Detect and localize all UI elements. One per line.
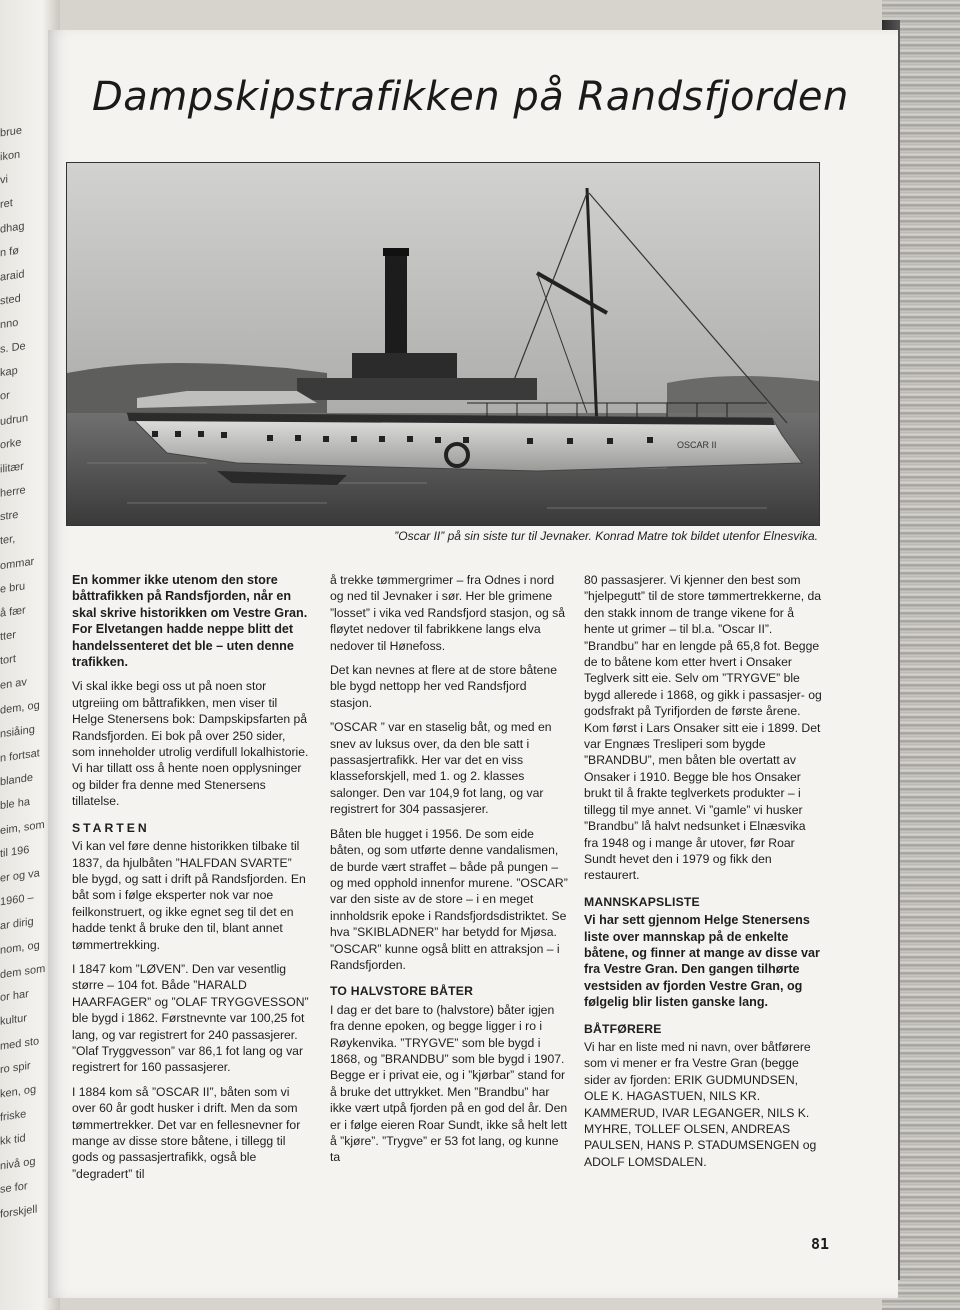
paragraph: å trekke tømmergrimer – fra Odnes i nord og ned til Jevnaker i sør. Her ble grimene ”losset” i vika ved Randsfjord stasjon, og så fløytet nedover til fabrikkene langs elva nedover til Hønefoss. — [330, 573, 566, 653]
paragraph: Vi har en liste med ni navn, over båtførere som vi mener er fra Vestre Gran (begge sider av fjorden: ERIK GUDMUNDSEN, OLE K. HAGASTUEN, NILS KR. KAMMERUD, IVAR LEGANGER, NILS K. MYHRE, TOLLEF OLSEN, ANDREAS PAULSEN, HANS P. STADUMSENGEN og ADOLF LOMSDALEN. — [584, 1039, 817, 1169]
previous-page-text-fragment: ble ha — [0, 795, 30, 813]
section-heading: STARTEN — [72, 820, 150, 835]
previous-page-text-fragment: se for — [0, 1180, 28, 1196]
paragraph: ”OSCAR ” var en staselig båt, og med en snev av luksus over, da den ble satt i passasjertrafikk. Her var det en viss klasseforskjell, med 1. og 2. klasses salonger. Den var 104,9 fot lang, og var registrert for 304 passasjerer. — [330, 720, 552, 817]
previous-page-text-fragment: dhag — [0, 220, 25, 236]
previous-page-text-fragment: sted — [0, 292, 21, 308]
previous-page-text-fragment: eim, som — [0, 818, 45, 838]
text-column-1 — [72, 572, 310, 1190]
previous-page-text-fragment: nno — [0, 316, 19, 332]
previous-page-text-fragment: brue — [0, 124, 23, 140]
lead-paragraph: En kommer ikke utenom den store båttrafikken på Randsfjorden, når en skal skrive historikken om Vestre Gran. For Elvetangen hadde neppe blitt det handelssenteret det ble – uten denne trafikken. — [72, 573, 308, 670]
paragraph: Vi kan vel føre denne historikken tilbake til 1837, da hjulbåten ”HALFDAN SVARTE” ble bygd, og satt i drift på Randsfjorden. En båt som i følge eksperter nok var noe feilkonstruert, og ikke egnet seg til det en hadde tenkt å bruke den til, blant annet tømmertrekking. — [72, 839, 306, 952]
previous-page-text-fragment: or — [0, 389, 10, 403]
previous-page-text-fragment: or har — [0, 987, 29, 1005]
section-heading: TO HALVSTORE BÅTER — [330, 984, 474, 999]
previous-page-text-fragment: blande — [0, 771, 34, 789]
text-column-2 — [330, 572, 568, 1174]
previous-page-text-fragment: ro spir — [0, 1059, 31, 1077]
previous-page-text-fragment: er og va — [0, 867, 40, 885]
previous-page-text-fragment: friske — [0, 1108, 27, 1124]
previous-page-text-fragment: dem som — [0, 962, 46, 982]
previous-page-text-fragment: å fær — [0, 604, 26, 620]
ship-name-label: OSCAR II — [677, 440, 717, 450]
previous-page-text-fragment: dem, og — [0, 699, 40, 717]
paragraph: I 1884 kom så ”OSCAR II”, båten som vi over 60 år godt husker i drift. Men da som tømmertrekker. Det var en fellesnevner for mange av disse store båtene, i tillegg til gods og passasjertrafikk, også ble ”degradert” til — [72, 1084, 301, 1181]
previous-page-text-fragment: udrun — [0, 412, 29, 428]
previous-page-text-fragment: stre — [0, 508, 19, 524]
previous-page-text-fragment: kap — [0, 364, 18, 380]
previous-page-text-fragment: nivå og — [0, 1155, 36, 1173]
paragraph: I 1847 kom ”LØVEN”. Den var vesentlig større – 104 fot. Både ”HARALD HAARFAGER” og ”OLAF TRYGGVESSON” ble bygd i 1862. Førstnevnte var 100,25 fot lang, og var registrert for 240 passasjerer. ”Olaf Tryggvesson” var 86,1 fot lang og var registrert for 160 passasjerer. — [72, 961, 309, 1075]
previous-page-text-fragment: ret — [0, 197, 13, 211]
section-heading: BÅTFØRERE — [584, 1021, 662, 1036]
previous-page-text-fragment: til 196 — [0, 843, 30, 861]
paragraph: Vi skal ikke begi oss ut på noen stor utgreiing om båttrafikken, men viser til Helge Stenersens bok: Dampskipsfarten på Randsfjorden. Ei bok på over 250 sider, som inneholder utrolig verdifull lokalhistorie. Vi har tillatt oss å hente noen opplysninger og bilder fra denne med Stenersens tillatelse. — [72, 679, 309, 809]
previous-page-text-fragment: e bru — [0, 580, 26, 596]
magazine-page — [48, 30, 898, 1298]
previous-page-text-fragment: med sto — [0, 1035, 40, 1053]
previous-page-text-fragment: vi — [0, 173, 8, 187]
paragraph: 80 passasjerer. Vi kjenner den best som ”hjelpegutt” til de store tømmertrekkerne, da den stakk innom de trange vikene for å hente ut grimer – til bl.a. ”Oscar II”. ”Brandbu” har en lengde på 65,8 fot. Begge de to båtene kom etter hvert i Onsaker Teglverk sitt eie. Selv om ”TRYGVE” ble bygd allerede i 1868, og gikk i passasjer- og godsfrakt på Tyrifjorden de første årene. Kom først i Lars Onsaker sitt eie i 1899. Det var Engnæs Tresliperi som bygde ”BRANDBU”, men båten ble overtatt av Onsaker i 1910. Begge ble hos Onsaker brukt til å frakte teglverkets produkter – i tillegg til mye annet. Vi ”gamle” vi husker ”Brandbu” lå halvt nedsunket i Elnæsvika fra 1948 og i mange år utover, før Roar Sundt hevet den i 1979 og fikk den restaurert. — [584, 573, 822, 883]
lead-paragraph: Vi har sett gjennom Helge Stenersens liste over mannskap på de enkelte båtene, og finner at mange av disse var fra Vestre Gran. Den gangen tilhørte vestsiden av fjorden Vestre Gran, og følgelig blir listen ganske lang. — [584, 913, 820, 1010]
article-title: Dampskipstrafikken på Randsfjorden — [92, 74, 849, 120]
previous-page-text-fragment: 1960 – — [0, 891, 34, 909]
previous-page-text-fragment: ikon — [0, 148, 21, 164]
section-heading: MANNSKAPSLISTE — [584, 894, 700, 909]
previous-page-text-fragment: kk tid — [0, 1132, 26, 1148]
previous-page-text-fragment: n fø — [0, 244, 19, 260]
previous-page-text-fragment: tter — [0, 628, 16, 644]
previous-page-text-fragment: tort — [0, 652, 16, 668]
previous-page-text-fragment: ken, og — [0, 1083, 37, 1101]
previous-page-text-fragment: ilitær — [0, 460, 24, 476]
previous-page-text-fragment: forskjell — [0, 1203, 38, 1221]
previous-page-text-fragment: araid — [0, 268, 25, 284]
paragraph: Båten ble hugget i 1956. De som eide båten, og som utførte denne vandalismen, de burde vært straffet – både på pungen – og med opphold innenfor murene. ”OSCAR” var den siste av de store – i en meget innholdsrik epoke i Randsfjordsdistriktet. Se hva ”SKIBLADNER” har betydd for Mjøsa. ”OSCAR” kunne også blitt en attraksjon – i Randsfjorden. — [330, 826, 568, 972]
steamship-photo — [66, 162, 820, 526]
paragraph: I dag er det bare to (halvstore) båter igjen fra denne epoken, og begge ligger i ro i Røykenvika. ”TRYGVE” som ble bygd i 1868, og ”BRANDBU” som ble bygd i 1907. Begge er i privat eie, og i ”kjørbar” stand for å bruke det uttrykket. Men ”Brandbu” har ikke vært utpå fjorden på en god del år. Den er i følge eieren Roar Sundt, ikke så helt lett å ”kjøre”. ”Trygve” er 53 fot lang, og kunne ta — [330, 1002, 568, 1165]
previous-page-text-fragment: kultur — [0, 1012, 27, 1028]
previous-page-text-fragment: nom, og — [0, 939, 40, 957]
previous-page-text-fragment: ter, — [0, 532, 16, 548]
page-number: 81 — [811, 1235, 830, 1253]
photo-caption: ”Oscar II” på sin siste tur til Jevnaker. Konrad Matre tok bildet utenfor Elnesvika. — [394, 529, 818, 543]
previous-page-text-fragment: s. De — [0, 340, 26, 356]
text-column-3 — [584, 572, 822, 1178]
previous-page-text-fragment: ommar — [0, 555, 35, 573]
previous-page-text-fragment: herre — [0, 484, 26, 500]
previous-page-text-fragment: n fortsat — [0, 747, 40, 765]
steamship-illustration — [67, 163, 819, 525]
previous-page-text-fragment: orke — [0, 436, 22, 452]
previous-page-text-fragment: ar dirig — [0, 915, 34, 933]
previous-page-text-fragment: nsiåing — [0, 723, 35, 741]
previous-page-text-fragment: en av — [0, 676, 27, 692]
paragraph: Det kan nevnes at flere at de store båtene ble bygd nettopp her ved Randsfjord stasjon. — [330, 663, 557, 710]
